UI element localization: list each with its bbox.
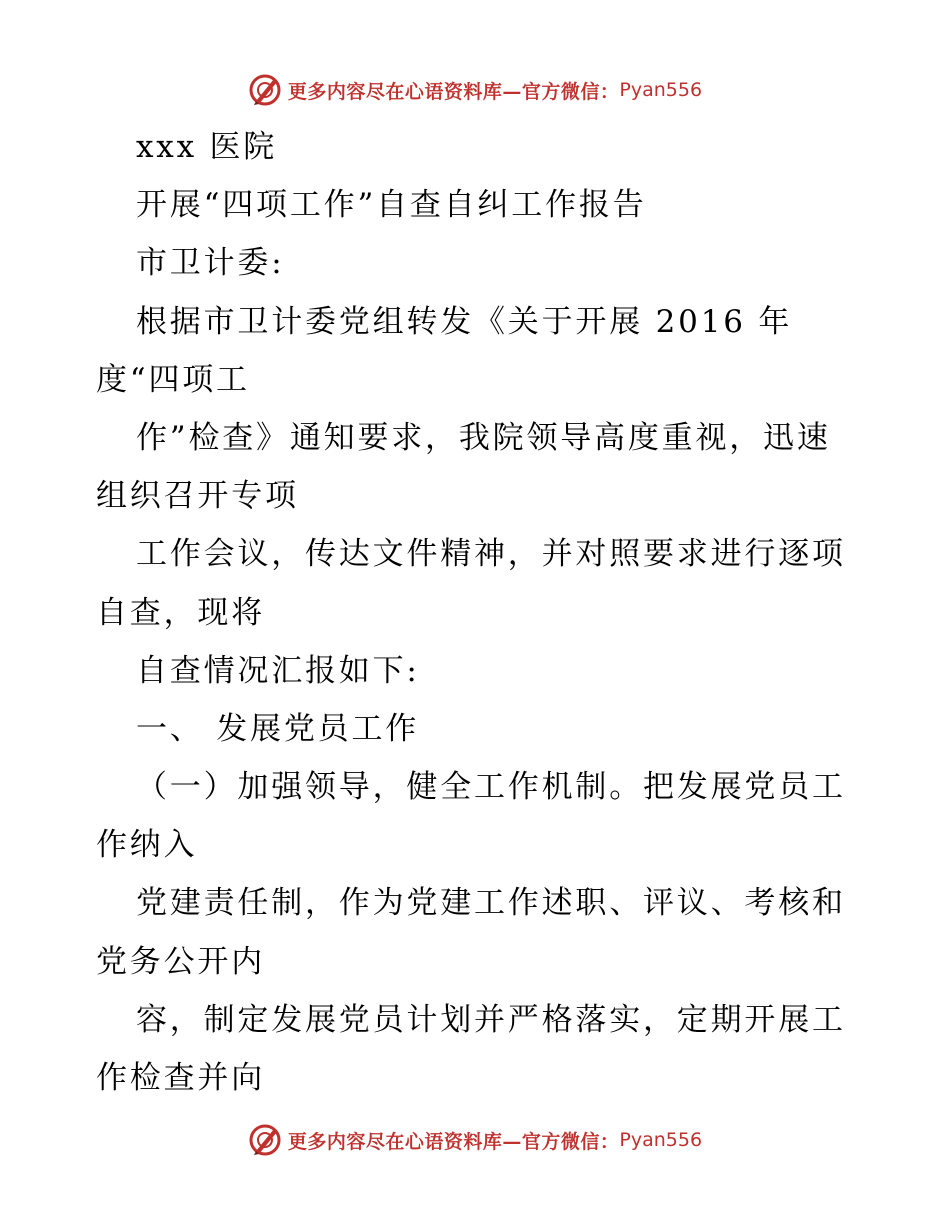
document-line: 容，制定发展党员计划并严格落实，定期开展工 <box>136 1001 846 1038</box>
watermark-account: Pyan556 <box>619 79 703 101</box>
watermark-banner-top <box>0 70 950 110</box>
document-line: 一、 发展党员工作 <box>136 710 420 747</box>
watermark-account: Pyan556 <box>619 1129 703 1151</box>
document-line: 自查，现将 <box>96 594 265 631</box>
document-line: 度“四项工 <box>96 361 250 398</box>
document-line: 作检查并向 <box>96 1060 265 1096</box>
document-line: （一）加强领导，健全工作机制。把发展党员工 <box>136 769 846 806</box>
document-line: 组织召开专项 <box>96 478 299 515</box>
document-line: 开展“四项工作”自查自纠工作报告 <box>136 187 647 224</box>
pen-logo-icon <box>248 73 282 107</box>
watermark-banner-bottom <box>0 1120 950 1160</box>
document-line: 根据市卫计委党组转发《关于开展 2016 年 <box>136 303 793 340</box>
document-line: 党建责任制，作为党建工作述职、评议、考核和 <box>136 885 846 922</box>
document-body <box>96 118 856 1107</box>
document-line: 自查情况汇报如下: <box>136 652 420 689</box>
pen-logo-icon <box>248 1123 282 1157</box>
document-line: 党务公开内 <box>96 943 265 980</box>
document-line: 作”检查》通知要求，我院领导高度重视，迅速 <box>136 419 831 456</box>
document-line: xxx 医院 <box>136 129 278 165</box>
document-line: 市卫计委: <box>136 245 285 282</box>
watermark-text: 更多内容尽在心语资料库—官方微信： <box>287 80 620 103</box>
document-line: 工作会议，传达文件精神，并对照要求进行逐项 <box>136 536 846 573</box>
watermark-text: 更多内容尽在心语资料库—官方微信： <box>287 1130 620 1153</box>
document-line: 作纳入 <box>96 827 198 864</box>
